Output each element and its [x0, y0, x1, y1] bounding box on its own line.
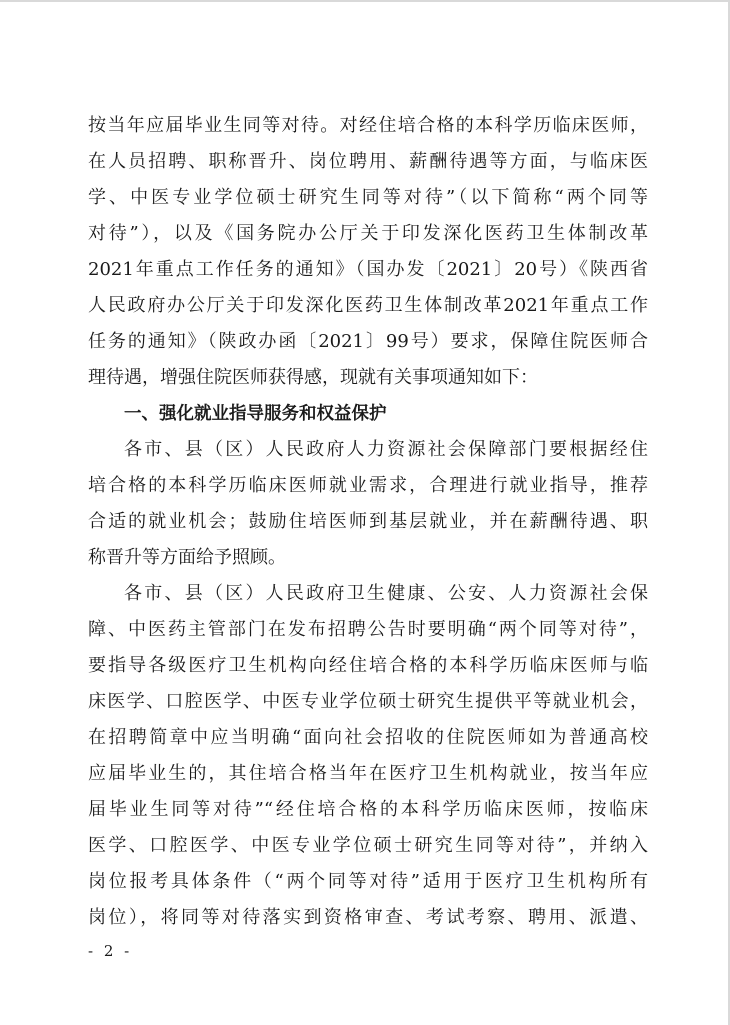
text-line: 合适的就业机会；鼓励住培医师到基层就业，并在薪酬待遇、职: [88, 511, 648, 532]
text-line: 床医学、口腔医学、中医专业学位硕士研究生提供平等就业机会，: [88, 691, 648, 712]
text-line: 称晋升等方面给予照顾。: [88, 547, 286, 568]
text-line: 各市、县（区）人民政府人力资源社会保障部门要根据经住: [124, 439, 648, 460]
text-line: 要指导各级医疗卫生机构向经住培合格的本科学历临床医师与临: [88, 655, 648, 676]
text-line: 2021年重点工作任务的通知》（国办发〔2021〕20号）《陕西省: [88, 259, 648, 280]
text-line: 学、中医专业学位硕士研究生同等对待”（以下简称“两个同等: [88, 187, 648, 208]
page-border-top: [0, 0, 730, 2]
text-line: 岗位报考具体条件（“两个同等对待”适用于医疗卫生机构所有: [88, 871, 648, 892]
page-number: - 2 -: [88, 942, 133, 960]
text-line: 障、中医药主管部门在发布招聘公告时要明确“两个同等对待”，: [88, 619, 648, 640]
text-line: 理待遇，增强住院医师获得感，现就有关事项通知如下：: [88, 367, 538, 388]
text-line: 任务的通知》（陕政办函〔2021〕99号）要求，保障住院医师合: [88, 331, 648, 352]
text-line: 人民政府办公厅关于印发深化医药卫生体制改革2021年重点工作: [88, 295, 648, 316]
text-line: 岗位），将同等对待落实到资格审查、考试考察、聘用、派遣、: [88, 907, 648, 928]
text-line: 应届毕业生的，其住培合格当年在医疗卫生机构就业，按当年应: [88, 763, 648, 784]
body-text: [88, 108, 648, 936]
text-line: 在招聘简章中应当明确“面向社会招收的住院医师如为普通高校: [88, 727, 648, 748]
section-heading: 一、强化就业指导服务和权益保护: [124, 404, 387, 424]
text-line: 按当年应届毕业生同等对待。对经住培合格的本科学历临床医师，: [88, 115, 648, 136]
text-line: 各市、县（区）人民政府卫生健康、公安、人力资源社会保: [124, 583, 648, 604]
text-line: 培合格的本科学历临床医师就业需求，合理进行就业指导，推荐: [88, 475, 648, 496]
text-line: 在人员招聘、职称晋升、岗位聘用、薪酬待遇等方面，与临床医: [88, 151, 648, 172]
text-line: 医学、口腔医学、中医专业学位硕士研究生同等对待”，并纳入: [88, 835, 648, 856]
text-line: 对待”），以及《国务院办公厅关于印发深化医药卫生体制改革: [88, 223, 648, 244]
text-line: 届毕业生同等对待”“经住培合格的本科学历临床医师，按临床: [88, 799, 648, 820]
